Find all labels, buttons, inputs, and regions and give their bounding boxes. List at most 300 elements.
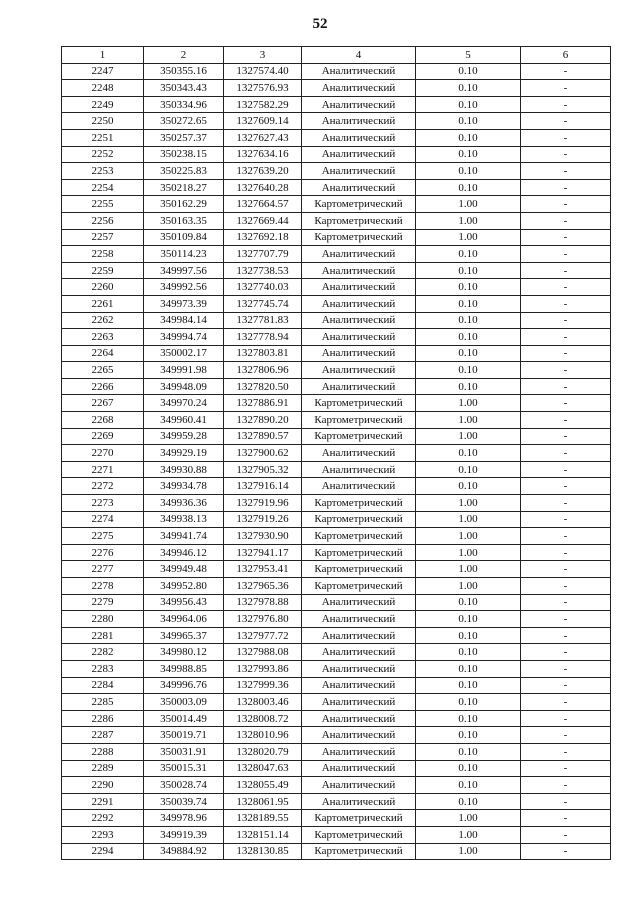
- note-cell: -: [521, 196, 611, 213]
- y-coordinate-cell: 1327999.36: [224, 677, 302, 694]
- point-number-cell: 2249: [62, 96, 144, 113]
- accuracy-cell: 0.10: [416, 63, 521, 80]
- method-cell: Картометрический: [302, 528, 416, 545]
- note-cell: -: [521, 644, 611, 661]
- table-row: [62, 611, 611, 628]
- table-row: [62, 644, 611, 661]
- table-row: [62, 295, 611, 312]
- accuracy-cell: 0.10: [416, 179, 521, 196]
- note-cell: -: [521, 212, 611, 229]
- y-coordinate-cell: 1327639.20: [224, 163, 302, 180]
- accuracy-cell: 0.10: [416, 727, 521, 744]
- method-cell: Картометрический: [302, 212, 416, 229]
- accuracy-cell: 1.00: [416, 578, 521, 595]
- accuracy-cell: 0.10: [416, 660, 521, 677]
- point-number-cell: 2279: [62, 594, 144, 611]
- point-number-cell: 2271: [62, 461, 144, 478]
- x-coordinate-cell: 349991.98: [144, 362, 224, 379]
- table-row: [62, 113, 611, 130]
- accuracy-cell: 0.10: [416, 96, 521, 113]
- method-cell: Аналитический: [302, 262, 416, 279]
- point-number-cell: 2275: [62, 528, 144, 545]
- x-coordinate-cell: 349965.37: [144, 627, 224, 644]
- method-cell: Картометрический: [302, 428, 416, 445]
- x-coordinate-cell: 349978.96: [144, 810, 224, 827]
- accuracy-cell: 1.00: [416, 412, 521, 429]
- accuracy-cell: 0.10: [416, 743, 521, 760]
- method-cell: Аналитический: [302, 710, 416, 727]
- table-row: [62, 412, 611, 429]
- y-coordinate-cell: 1327905.32: [224, 461, 302, 478]
- point-number-cell: 2253: [62, 163, 144, 180]
- note-cell: -: [521, 63, 611, 80]
- x-coordinate-cell: 349988.85: [144, 660, 224, 677]
- y-coordinate-cell: 1327707.79: [224, 246, 302, 263]
- table-row: [62, 212, 611, 229]
- method-cell: Картометрический: [302, 395, 416, 412]
- note-cell: -: [521, 279, 611, 296]
- table-row: [62, 793, 611, 810]
- table-row: [62, 179, 611, 196]
- method-cell: Аналитический: [302, 63, 416, 80]
- x-coordinate-cell: 350003.09: [144, 694, 224, 711]
- column-header: 2: [144, 47, 224, 64]
- note-cell: -: [521, 262, 611, 279]
- y-coordinate-cell: 1327778.94: [224, 329, 302, 346]
- accuracy-cell: 0.10: [416, 246, 521, 263]
- method-cell: Картометрический: [302, 196, 416, 213]
- x-coordinate-cell: 349992.56: [144, 279, 224, 296]
- table-row: [62, 279, 611, 296]
- method-cell: Аналитический: [302, 611, 416, 628]
- point-number-cell: 2272: [62, 478, 144, 495]
- x-coordinate-cell: 350163.35: [144, 212, 224, 229]
- x-coordinate-cell: 350109.84: [144, 229, 224, 246]
- table-row: [62, 428, 611, 445]
- y-coordinate-cell: 1327993.86: [224, 660, 302, 677]
- accuracy-cell: 0.10: [416, 611, 521, 628]
- table-row: [62, 395, 611, 412]
- table-row: [62, 362, 611, 379]
- accuracy-cell: 1.00: [416, 495, 521, 512]
- note-cell: -: [521, 113, 611, 130]
- column-header: 6: [521, 47, 611, 64]
- x-coordinate-cell: 350238.15: [144, 146, 224, 163]
- x-coordinate-cell: 350162.29: [144, 196, 224, 213]
- point-number-cell: 2266: [62, 378, 144, 395]
- point-number-cell: 2294: [62, 843, 144, 860]
- y-coordinate-cell: 1327609.14: [224, 113, 302, 130]
- accuracy-cell: 0.10: [416, 312, 521, 329]
- table-row: [62, 511, 611, 528]
- method-cell: Аналитический: [302, 694, 416, 711]
- point-number-cell: 2261: [62, 295, 144, 312]
- y-coordinate-cell: 1327634.16: [224, 146, 302, 163]
- x-coordinate-cell: 349956.43: [144, 594, 224, 611]
- column-header: 4: [302, 47, 416, 64]
- column-header: 5: [416, 47, 521, 64]
- point-number-cell: 2292: [62, 810, 144, 827]
- method-cell: Аналитический: [302, 146, 416, 163]
- accuracy-cell: 0.10: [416, 362, 521, 379]
- method-cell: Аналитический: [302, 312, 416, 329]
- table-row: [62, 843, 611, 860]
- method-cell: Аналитический: [302, 743, 416, 760]
- table-row: [62, 826, 611, 843]
- accuracy-cell: 1.00: [416, 511, 521, 528]
- point-number-cell: 2258: [62, 246, 144, 263]
- table-row: [62, 129, 611, 146]
- method-cell: Аналитический: [302, 113, 416, 130]
- accuracy-cell: 0.10: [416, 345, 521, 362]
- x-coordinate-cell: 349941.74: [144, 528, 224, 545]
- note-cell: -: [521, 295, 611, 312]
- point-number-cell: 2285: [62, 694, 144, 711]
- accuracy-cell: 0.10: [416, 262, 521, 279]
- method-cell: Аналитический: [302, 627, 416, 644]
- accuracy-cell: 0.10: [416, 461, 521, 478]
- table-row: [62, 578, 611, 595]
- note-cell: -: [521, 461, 611, 478]
- note-cell: -: [521, 544, 611, 561]
- y-coordinate-cell: 1327988.08: [224, 644, 302, 661]
- table-row: [62, 528, 611, 545]
- table-row: [62, 677, 611, 694]
- x-coordinate-cell: 350015.31: [144, 760, 224, 777]
- x-coordinate-cell: 350257.37: [144, 129, 224, 146]
- note-cell: -: [521, 810, 611, 827]
- y-coordinate-cell: 1327941.17: [224, 544, 302, 561]
- x-coordinate-cell: 349948.09: [144, 378, 224, 395]
- point-number-cell: 2269: [62, 428, 144, 445]
- accuracy-cell: 0.10: [416, 694, 521, 711]
- accuracy-cell: 1.00: [416, 428, 521, 445]
- y-coordinate-cell: 1327930.90: [224, 528, 302, 545]
- note-cell: -: [521, 445, 611, 462]
- x-coordinate-cell: 350039.74: [144, 793, 224, 810]
- method-cell: Аналитический: [302, 96, 416, 113]
- table-row: [62, 544, 611, 561]
- y-coordinate-cell: 1327978.88: [224, 594, 302, 611]
- accuracy-cell: 0.10: [416, 113, 521, 130]
- method-cell: Картометрический: [302, 578, 416, 595]
- y-coordinate-cell: 1327965.36: [224, 578, 302, 595]
- note-cell: -: [521, 329, 611, 346]
- x-coordinate-cell: 350272.65: [144, 113, 224, 130]
- accuracy-cell: 0.10: [416, 295, 521, 312]
- x-coordinate-cell: 349970.24: [144, 395, 224, 412]
- point-number-cell: 2283: [62, 660, 144, 677]
- point-number-cell: 2265: [62, 362, 144, 379]
- table-row: [62, 345, 611, 362]
- accuracy-cell: 0.10: [416, 163, 521, 180]
- note-cell: -: [521, 96, 611, 113]
- accuracy-cell: 1.00: [416, 196, 521, 213]
- table-row: [62, 312, 611, 329]
- table-row: [62, 63, 611, 80]
- x-coordinate-cell: 349929.19: [144, 445, 224, 462]
- note-cell: -: [521, 760, 611, 777]
- point-number-cell: 2267: [62, 395, 144, 412]
- note-cell: -: [521, 843, 611, 860]
- point-number-cell: 2268: [62, 412, 144, 429]
- accuracy-cell: 0.10: [416, 777, 521, 794]
- method-cell: Аналитический: [302, 80, 416, 97]
- method-cell: Аналитический: [302, 163, 416, 180]
- table-body: [62, 63, 611, 860]
- table-row: [62, 478, 611, 495]
- method-cell: Аналитический: [302, 644, 416, 661]
- table-row: [62, 495, 611, 512]
- point-number-cell: 2293: [62, 826, 144, 843]
- method-cell: Картометрический: [302, 544, 416, 561]
- method-cell: Аналитический: [302, 179, 416, 196]
- x-coordinate-cell: 349994.74: [144, 329, 224, 346]
- y-coordinate-cell: 1327919.96: [224, 495, 302, 512]
- x-coordinate-cell: 349973.39: [144, 295, 224, 312]
- method-cell: Аналитический: [302, 727, 416, 744]
- column-header: 3: [224, 47, 302, 64]
- x-coordinate-cell: 349949.48: [144, 561, 224, 578]
- accuracy-cell: 0.10: [416, 627, 521, 644]
- point-number-cell: 2281: [62, 627, 144, 644]
- y-coordinate-cell: 1327781.83: [224, 312, 302, 329]
- table-row: [62, 694, 611, 711]
- accuracy-cell: 0.10: [416, 793, 521, 810]
- point-number-cell: 2256: [62, 212, 144, 229]
- x-coordinate-cell: 349930.88: [144, 461, 224, 478]
- x-coordinate-cell: 350031.91: [144, 743, 224, 760]
- note-cell: -: [521, 345, 611, 362]
- table-row: [62, 80, 611, 97]
- accuracy-cell: 0.10: [416, 279, 521, 296]
- method-cell: Аналитический: [302, 594, 416, 611]
- table-row: [62, 163, 611, 180]
- method-cell: Аналитический: [302, 660, 416, 677]
- point-number-cell: 2277: [62, 561, 144, 578]
- method-cell: Картометрический: [302, 495, 416, 512]
- y-coordinate-cell: 1327890.20: [224, 412, 302, 429]
- y-coordinate-cell: 1327890.57: [224, 428, 302, 445]
- note-cell: -: [521, 163, 611, 180]
- method-cell: Аналитический: [302, 295, 416, 312]
- accuracy-cell: 0.10: [416, 378, 521, 395]
- method-cell: Картометрический: [302, 561, 416, 578]
- table-row: [62, 727, 611, 744]
- table-row: [62, 378, 611, 395]
- note-cell: -: [521, 229, 611, 246]
- point-number-cell: 2287: [62, 727, 144, 744]
- point-number-cell: 2289: [62, 760, 144, 777]
- method-cell: Картометрический: [302, 826, 416, 843]
- table-row: [62, 96, 611, 113]
- point-number-cell: 2264: [62, 345, 144, 362]
- column-header: 1: [62, 47, 144, 64]
- table-row: [62, 146, 611, 163]
- point-number-cell: 2263: [62, 329, 144, 346]
- note-cell: -: [521, 561, 611, 578]
- x-coordinate-cell: 349996.76: [144, 677, 224, 694]
- y-coordinate-cell: 1328010.96: [224, 727, 302, 744]
- point-number-cell: 2247: [62, 63, 144, 80]
- accuracy-cell: 0.10: [416, 80, 521, 97]
- method-cell: Аналитический: [302, 677, 416, 694]
- note-cell: -: [521, 146, 611, 163]
- method-cell: Аналитический: [302, 478, 416, 495]
- table-row: [62, 777, 611, 794]
- x-coordinate-cell: 349997.56: [144, 262, 224, 279]
- point-number-cell: 2254: [62, 179, 144, 196]
- y-coordinate-cell: 1327806.96: [224, 362, 302, 379]
- method-cell: Аналитический: [302, 445, 416, 462]
- table-row: [62, 196, 611, 213]
- note-cell: -: [521, 727, 611, 744]
- y-coordinate-cell: 1327900.62: [224, 445, 302, 462]
- method-cell: Аналитический: [302, 246, 416, 263]
- note-cell: -: [521, 478, 611, 495]
- point-number-cell: 2262: [62, 312, 144, 329]
- x-coordinate-cell: 349964.06: [144, 611, 224, 628]
- x-coordinate-cell: 350218.27: [144, 179, 224, 196]
- y-coordinate-cell: 1327669.44: [224, 212, 302, 229]
- point-number-cell: 2270: [62, 445, 144, 462]
- note-cell: -: [521, 129, 611, 146]
- point-number-cell: 2284: [62, 677, 144, 694]
- point-number-cell: 2290: [62, 777, 144, 794]
- accuracy-cell: 0.10: [416, 478, 521, 495]
- method-cell: Аналитический: [302, 461, 416, 478]
- x-coordinate-cell: 349952.80: [144, 578, 224, 595]
- note-cell: -: [521, 743, 611, 760]
- y-coordinate-cell: 1327953.41: [224, 561, 302, 578]
- point-number-cell: 2276: [62, 544, 144, 561]
- method-cell: Аналитический: [302, 129, 416, 146]
- point-number-cell: 2288: [62, 743, 144, 760]
- table-row: [62, 262, 611, 279]
- accuracy-cell: 0.10: [416, 329, 521, 346]
- accuracy-cell: 1.00: [416, 229, 521, 246]
- y-coordinate-cell: 1327820.50: [224, 378, 302, 395]
- accuracy-cell: 0.10: [416, 146, 521, 163]
- method-cell: Картометрический: [302, 843, 416, 860]
- note-cell: -: [521, 594, 611, 611]
- x-coordinate-cell: 349919.39: [144, 826, 224, 843]
- note-cell: -: [521, 412, 611, 429]
- x-coordinate-cell: 350355.16: [144, 63, 224, 80]
- x-coordinate-cell: 350114.23: [144, 246, 224, 263]
- method-cell: Аналитический: [302, 345, 416, 362]
- y-coordinate-cell: 1327664.57: [224, 196, 302, 213]
- accuracy-cell: 1.00: [416, 544, 521, 561]
- y-coordinate-cell: 1328055.49: [224, 777, 302, 794]
- x-coordinate-cell: 349946.12: [144, 544, 224, 561]
- point-number-cell: 2251: [62, 129, 144, 146]
- method-cell: Аналитический: [302, 329, 416, 346]
- accuracy-cell: 0.10: [416, 710, 521, 727]
- note-cell: -: [521, 378, 611, 395]
- accuracy-cell: 0.10: [416, 677, 521, 694]
- note-cell: -: [521, 312, 611, 329]
- page-number: 52: [312, 16, 328, 32]
- accuracy-cell: 1.00: [416, 843, 521, 860]
- accuracy-cell: 1.00: [416, 395, 521, 412]
- accuracy-cell: 0.10: [416, 594, 521, 611]
- point-number-cell: 2280: [62, 611, 144, 628]
- x-coordinate-cell: 349984.14: [144, 312, 224, 329]
- point-number-cell: 2250: [62, 113, 144, 130]
- table-row: [62, 660, 611, 677]
- note-cell: -: [521, 428, 611, 445]
- table-row: [62, 229, 611, 246]
- method-cell: Картометрический: [302, 229, 416, 246]
- point-number-cell: 2274: [62, 511, 144, 528]
- y-coordinate-cell: 1327574.40: [224, 63, 302, 80]
- method-cell: Аналитический: [302, 777, 416, 794]
- note-cell: -: [521, 627, 611, 644]
- header-row: [62, 47, 611, 64]
- table-row: [62, 329, 611, 346]
- point-number-cell: 2282: [62, 644, 144, 661]
- y-coordinate-cell: 1328008.72: [224, 710, 302, 727]
- table-row: [62, 561, 611, 578]
- y-coordinate-cell: 1327886.91: [224, 395, 302, 412]
- point-number-cell: 2286: [62, 710, 144, 727]
- y-coordinate-cell: 1327976.80: [224, 611, 302, 628]
- table-row: [62, 743, 611, 760]
- note-cell: -: [521, 660, 611, 677]
- y-coordinate-cell: 1327919.26: [224, 511, 302, 528]
- x-coordinate-cell: 350343.43: [144, 80, 224, 97]
- accuracy-cell: 0.10: [416, 129, 521, 146]
- y-coordinate-cell: 1327738.53: [224, 262, 302, 279]
- table-row: [62, 810, 611, 827]
- point-number-cell: 2252: [62, 146, 144, 163]
- y-coordinate-cell: 1328003.46: [224, 694, 302, 711]
- y-coordinate-cell: 1327977.72: [224, 627, 302, 644]
- note-cell: -: [521, 793, 611, 810]
- x-coordinate-cell: 350225.83: [144, 163, 224, 180]
- y-coordinate-cell: 1327740.03: [224, 279, 302, 296]
- method-cell: Аналитический: [302, 793, 416, 810]
- method-cell: Картометрический: [302, 412, 416, 429]
- note-cell: -: [521, 495, 611, 512]
- point-number-cell: 2248: [62, 80, 144, 97]
- method-cell: Картометрический: [302, 810, 416, 827]
- note-cell: -: [521, 395, 611, 412]
- x-coordinate-cell: 349934.78: [144, 478, 224, 495]
- accuracy-cell: 0.10: [416, 445, 521, 462]
- y-coordinate-cell: 1327627.43: [224, 129, 302, 146]
- table-row: [62, 461, 611, 478]
- point-number-cell: 2257: [62, 229, 144, 246]
- table-header: [62, 47, 611, 64]
- note-cell: -: [521, 710, 611, 727]
- accuracy-cell: 0.10: [416, 760, 521, 777]
- table-row: [62, 627, 611, 644]
- x-coordinate-cell: 350334.96: [144, 96, 224, 113]
- y-coordinate-cell: 1328130.85: [224, 843, 302, 860]
- point-number-cell: 2260: [62, 279, 144, 296]
- x-coordinate-cell: 350019.71: [144, 727, 224, 744]
- accuracy-cell: 1.00: [416, 561, 521, 578]
- note-cell: -: [521, 246, 611, 263]
- accuracy-cell: 1.00: [416, 826, 521, 843]
- y-coordinate-cell: 1327582.29: [224, 96, 302, 113]
- method-cell: Аналитический: [302, 378, 416, 395]
- note-cell: -: [521, 694, 611, 711]
- note-cell: -: [521, 528, 611, 545]
- x-coordinate-cell: 349938.13: [144, 511, 224, 528]
